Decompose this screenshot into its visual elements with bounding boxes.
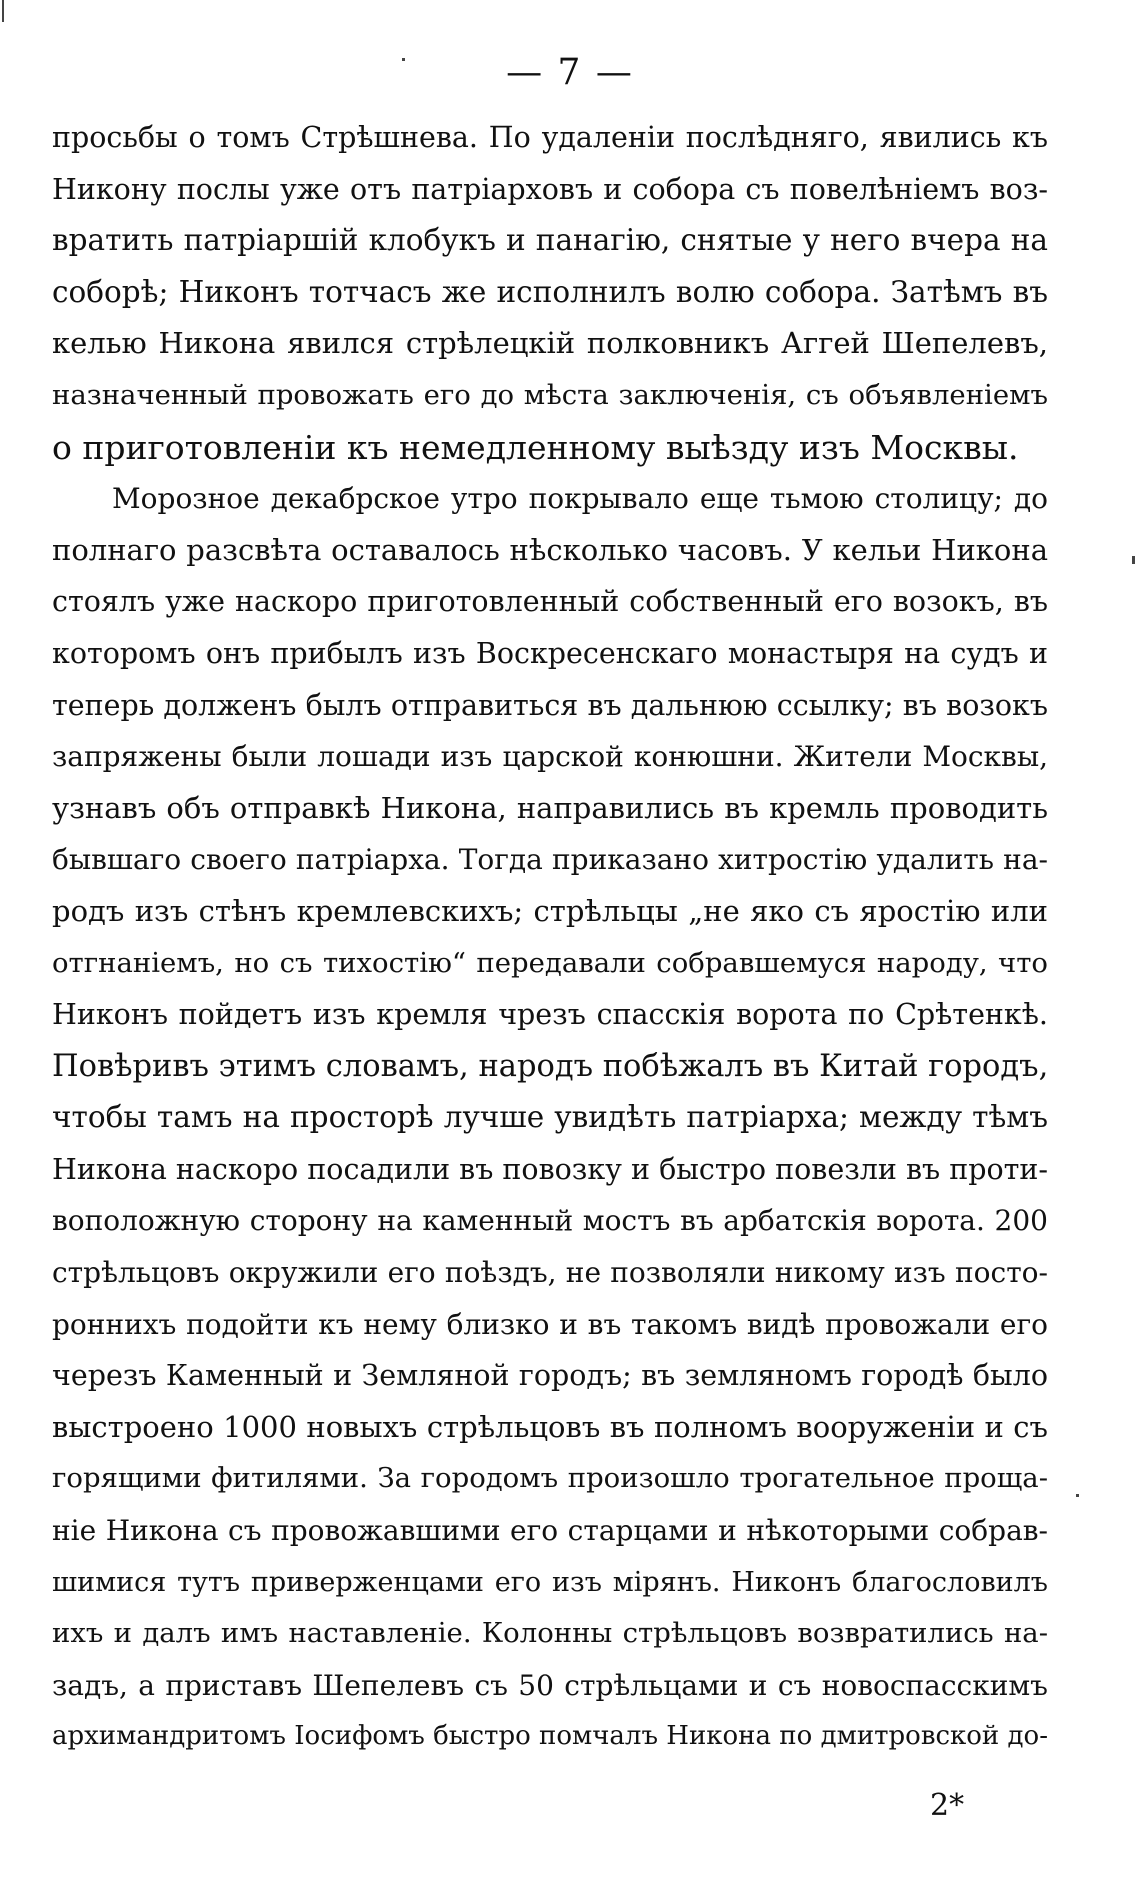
text-line: стрѣльцовъ окружили его поѣздъ, не позволяли никому изъ посто- [52, 1256, 1048, 1290]
text-line: полнаго разсвѣта оставалось нѣсколько часовъ. У кельи Никона [52, 532, 1048, 567]
text-line: назначенный провожать его до мѣста заключенія, съ объявленіемъ [52, 378, 1048, 411]
text-line: воположную сторону на каменный мостъ въ арбатскія ворота. 200 [52, 1204, 1048, 1238]
text-line: теперь долженъ былъ отправиться въ дальнюю ссылку; въ возокъ [52, 688, 1048, 722]
text-line: Никону послы уже отъ патріарховъ и собора съ повелѣніемъ воз- [52, 172, 1048, 206]
scan-edge-mark [402, 58, 405, 61]
text-line: выстроено 1000 новыхъ стрѣльцовъ въ полномъ вооруженіи и съ [52, 1409, 1048, 1444]
paragraph [52, 112, 1048, 473]
text-line: ніе Никона съ провожавшими его старцами и нѣкоторыми собрав- [52, 1514, 1048, 1548]
text-line: о приготовленіи къ немедленному выѣзду изъ Москвы. [52, 427, 1019, 467]
scan-edge-mark [1076, 1494, 1079, 1497]
text-line: Никона наскоро посадили въ повозку и быстро повезли въ проти- [52, 1152, 1048, 1186]
paragraph [52, 473, 1048, 1763]
text-line: стоялъ уже наскоро приготовленный собственный его возокъ, въ [52, 585, 1048, 619]
scan-edge-mark [2, 0, 4, 22]
text-line: вратить патріаршій клобукъ и панагію, снятые у него вчера на [52, 223, 1048, 258]
text-line: Морозное декабрское утро покрывало еще тьмою столицу; до [112, 482, 1048, 516]
text-line: узнавъ объ отправкѣ Никона, направились въ кремль проводить [52, 790, 1048, 825]
page-number: — 7 — [506, 52, 634, 93]
text-line: горящими фитилями. За городомъ произошло трогательное проща- [52, 1462, 1048, 1495]
text-line: просьбы о томъ Стрѣшнева. По удаленіи послѣдняго, явились къ [52, 121, 1048, 154]
text-line: задъ, а приставъ Шепелевъ съ 50 стрѣльцами и съ новоспасскимъ [52, 1668, 1048, 1702]
text-line: ихъ и далъ имъ наставленіе. Колонны стрѣльцовъ возвратились на- [52, 1617, 1048, 1650]
text-line: черезъ Каменный и Земляной городъ; въ земляномъ городѣ было [52, 1359, 1048, 1393]
body-text [52, 112, 1048, 1763]
text-line: шимися тутъ приверженцами его изъ мірянъ. Никонъ благословилъ [52, 1566, 1048, 1598]
signature-mark: 2* [930, 1788, 965, 1823]
scan-edge-mark [1132, 556, 1135, 564]
text-line: соборѣ; Никонъ тотчасъ же исполнилъ волю собора. Затѣмъ въ [52, 274, 1048, 309]
text-line: запряжены были лошади изъ царской конюшни. Жители Москвы, [52, 740, 1048, 774]
text-line: Повѣривъ этимъ словамъ, народъ побѣжалъ въ Китай городъ, [52, 1048, 1049, 1084]
text-line: отгнаніемъ, но съ тихостію“ передавали собравшемуся народу, что [52, 946, 1048, 979]
text-line: родъ изъ стѣнъ кремлевскихъ; стрѣльцы „не яко съ яростію или [52, 893, 1048, 928]
text-line: келью Никона явился стрѣлецкій полковникъ Аггей Шепелевъ, [52, 326, 1048, 361]
text-line: роннихъ подойти къ нему близко и въ такомъ видѣ провожали его [52, 1307, 1048, 1341]
text-line: архимандритомъ Іосифомъ быстро помчалъ Никона по дмитровской до- [52, 1721, 1048, 1752]
text-line: чтобы тамъ на просторѣ лучше увидѣть патріарха; между тѣмъ [52, 1100, 1048, 1135]
text-line: бывшаго своего патріарха. Тогда приказано хитростію удалить на- [52, 843, 1048, 877]
text-line: которомъ онъ прибылъ изъ Воскресенскаго монастыря на судъ и [52, 636, 1048, 670]
text-line: Никонъ пойдетъ изъ кремля чрезъ спасскія ворота по Срѣтенкѣ. [52, 998, 1048, 1032]
